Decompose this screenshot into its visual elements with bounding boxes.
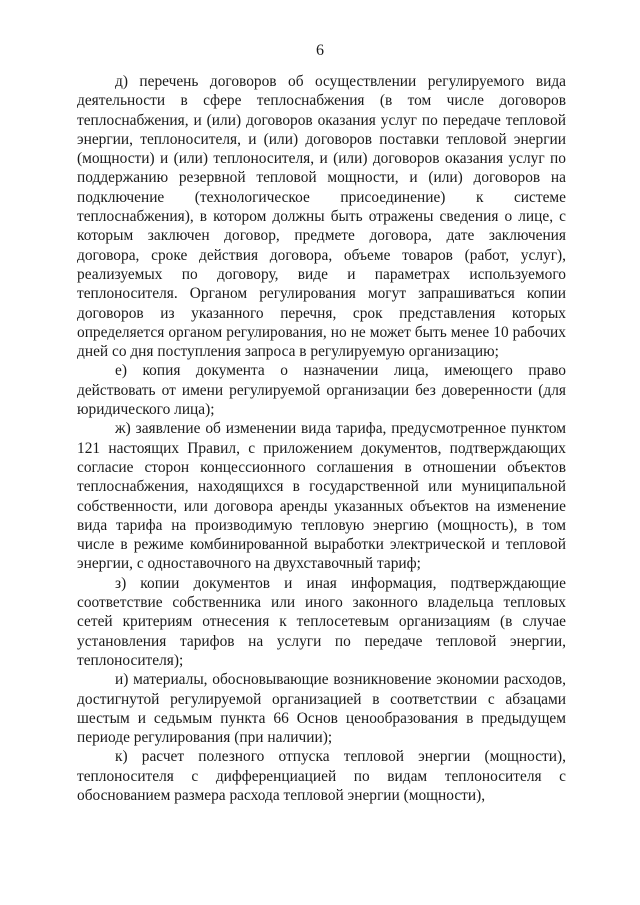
paragraph-e-appointment-copy: е) копия документа о назначении лица, имеющего право действовать от имени регулируемой организации без доверенности (для юридического лица); — [77, 362, 566, 419]
paragraph-d-contracts-list: д) перечень договоров об осуществлении регулируемого вида деятельности в сфере теплоснабжения (в том числе договоров теплоснабжения, и (или) договоров оказания услуг по передаче тепловой энергии, теплоносителя, и (или) договоров поставки тепловой энергии (мощности) и (или) теплоносителя, и (или) договоров оказания услуг по поддержанию резервной тепловой мощности, и (или) договоров на подключение (технологическое присоединение) к системе теплоснабжения), в котором должны быть отражены сведения о лице, с которым заключен договор, предмете договора, дате заключения договора, сроке действия договора, объеме товаров (работ, услуг), реализуемых по договору, виде и параметрах используемого теплоносителя. Органом регулирования могут запрашиваться копии договоров из указанного перечня, срок представления которых определяется органом регулирования, но не может быть менее 10 рабочих дней со дня поступления запроса в регулируемую организацию; — [77, 73, 566, 361]
page-number: 6 — [316, 42, 324, 59]
paragraph-k-useful-supply-calculation: к) расчет полезного отпуска тепловой энергии (мощности), теплоносителя с дифференциацией по видам теплоносителя с обоснованием размера расхода тепловой энергии (мощности), — [77, 748, 566, 804]
paragraph-zh-tariff-change-statement: ж) заявление об изменении вида тарифа, предусмотренное пунктом 121 настоящих Правил, с приложением документов, подтверждающих согласие сторон концессионного соглашения в отношении объектов теплоснабжения, находящихся в государственной или муниципальной собственности, или договора аренды указанных объектов на изменение вида тарифа на производимую тепловую энергию (мощность), в том числе в режиме комбинированной выработки электрической и тепловой энергии, с одноставочного на двухставочный тариф; — [77, 420, 566, 573]
document-body — [77, 72, 566, 805]
paragraph-z-ownership-documents: з) копии документов и иная информация, подтверждающие соответствие собственника или иного законного владельца тепловых сетей критериям отнесения к теплосетевым организациям (в случае установления тарифов на услуги по передаче тепловой энергии, теплоносителя); — [77, 574, 566, 669]
paragraph-i-savings-materials: и) материалы, обосновывающие возникновение экономии расходов, достигнутой регулируемой организацией в соответствии с абзацами шестым и седьмым пункта 66 Основ ценообразования в предыдущем периоде регулирования (при наличии); — [77, 671, 566, 747]
